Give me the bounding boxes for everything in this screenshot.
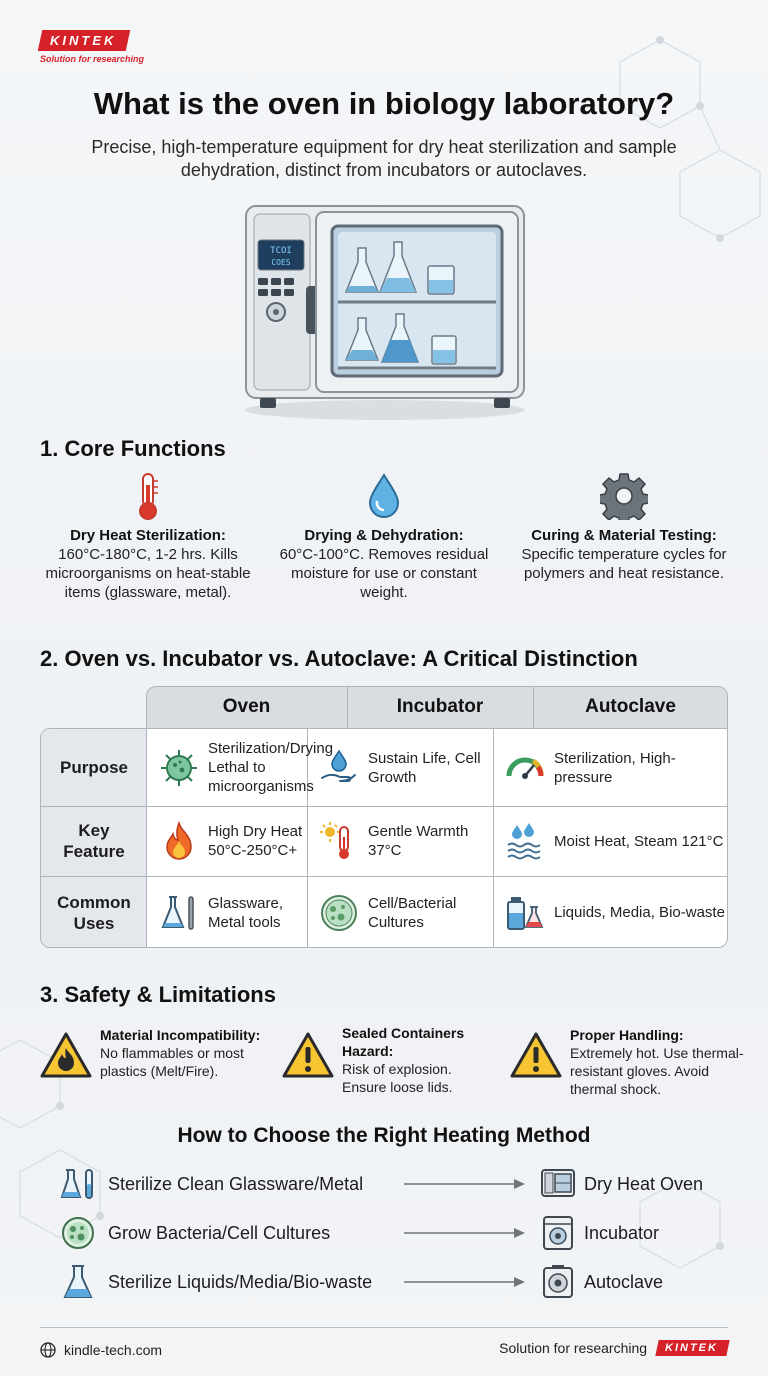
safety-title: Sealed Containers Hazard:: [342, 1025, 465, 1059]
steam-drops-icon: [504, 820, 546, 862]
page-title: What is the oven in biology laboratory?: [93, 86, 675, 121]
choice-row-autoclave: [58, 1262, 728, 1302]
arrow-right-icon: [404, 1227, 526, 1239]
cell-text: Moist Heat, Steam 121°C: [554, 832, 724, 850]
safety-item-material: [40, 1026, 280, 1082]
website-link[interactable]: kindle-tech.com: [64, 1342, 163, 1358]
logo-badge: KINTEK: [38, 30, 131, 51]
table-cell: [308, 876, 493, 948]
cell-text: Glassware, Metal tools: [208, 894, 284, 931]
core-function-curing: [514, 470, 734, 583]
water-drop-icon: [274, 470, 494, 522]
glassware-icon: [158, 892, 200, 934]
incubator-icon: [540, 1215, 576, 1251]
table-cell: [494, 806, 728, 876]
arrow-right-icon: [404, 1178, 526, 1190]
table-cell: [494, 729, 728, 806]
oven-icon: [540, 1166, 576, 1202]
cell-text: Sterilization, High-pressure: [554, 749, 676, 786]
table-body: [40, 728, 728, 948]
comparison-table: [40, 686, 728, 948]
safety-text: No flammables or most plastics (Melt/Fire).: [100, 1045, 244, 1079]
table-cell: [308, 729, 493, 806]
choice-row-incubator: [58, 1213, 728, 1253]
page-subtitle: Precise, high-temperature equipment for dry heat sterilization and sample dehydration, distinct from incubators or autoclaves.: [91, 137, 677, 180]
safety-item-sealed-containers: [282, 1026, 482, 1096]
table-cell: [148, 729, 334, 806]
safety-title: Proper Handling:: [570, 1027, 684, 1043]
microbe-icon: [158, 747, 200, 789]
core-function-title: Drying & Dehydration:: [304, 527, 464, 544]
choice-scenario: Grow Bacteria/Cell Cultures: [108, 1222, 331, 1243]
core-function-title: Dry Heat Sterilization:: [70, 527, 226, 544]
table-cell: [148, 806, 307, 876]
cell-text: Liquids, Media, Bio-waste: [554, 904, 725, 921]
warning-icon: [510, 1030, 562, 1082]
core-function-text: 60°C-100°C. Removes residual moisture for use or constant weight.: [279, 546, 489, 601]
table-cell: [494, 876, 728, 948]
media-bottle-icon: [504, 892, 546, 934]
bacteria-dish-icon: [58, 1213, 98, 1253]
column-header-incubator: Incubator: [396, 696, 484, 717]
cell-text: Cell/Bacterial Cultures: [368, 894, 457, 931]
safety-item-proper-handling: [510, 1026, 746, 1098]
row-header-common-uses: Common Uses: [57, 892, 131, 933]
safety-title: Material Incompatibility:: [100, 1027, 261, 1043]
lab-oven-illustration: [240, 200, 530, 422]
gear-icon: [514, 470, 734, 522]
table-cell: [148, 876, 307, 948]
core-function-text: 160°C-180°C, 1-2 hrs. Kills microorganisms on heat-stable items (glassware, metal).: [45, 546, 251, 601]
petri-dish-icon: [318, 892, 360, 934]
warning-icon: [282, 1030, 334, 1082]
footer-website[interactable]: [40, 1342, 162, 1358]
core-function-text: Specific temperature cycles for polymers and heat resistance.: [521, 546, 727, 582]
thermometer-icon: [38, 470, 258, 522]
flame-icon: [158, 820, 200, 862]
logo-tagline: Solution for researching: [40, 54, 145, 64]
arrow-right-icon: [404, 1276, 526, 1288]
choice-scenario: Sterilize Clean Glassware/Metal: [108, 1173, 364, 1194]
sun-thermometer-icon: [318, 820, 360, 862]
choice-scenario: Sterilize Liquids/Media/Bio-waste: [108, 1271, 373, 1292]
choice-method: Dry Heat Oven: [584, 1173, 704, 1194]
autoclave-icon: [540, 1264, 576, 1300]
row-header-purpose: Purpose: [59, 758, 129, 777]
cell-text: Sustain Life, Cell Growth: [368, 749, 481, 786]
column-header-oven: Oven: [222, 696, 271, 717]
table-cell: [308, 806, 493, 876]
core-function-drying: [274, 470, 494, 602]
svg-text:TCOI: TCOI: [270, 246, 292, 256]
cell-text: Gentle Warmth 37°C: [368, 823, 469, 859]
row-header-key-feature: Key Feature: [63, 821, 125, 861]
pressure-gauge-icon: [504, 747, 546, 789]
safety-heading: 3. Safety & Limitations: [40, 982, 276, 1007]
core-function-title: Curing & Material Testing:: [531, 527, 717, 544]
flask-icon: [58, 1262, 98, 1302]
choose-heading: How to Choose the Right Heating Method: [177, 1124, 591, 1147]
svg-text:COES: COES: [271, 258, 291, 267]
fire-warning-icon: [40, 1030, 92, 1082]
choice-method: Autoclave: [584, 1271, 664, 1292]
cell-text: Sterilization/Drying Lethal to microorganisms: [208, 740, 334, 795]
choice-method: Incubator: [584, 1222, 660, 1243]
comparison-heading: 2. Oven vs. Incubator vs. Autoclave: A Critical Distinction: [40, 646, 638, 671]
footer-logo-badge: KINTEK: [655, 1340, 729, 1356]
hand-drop-icon: [318, 747, 360, 789]
brand-logo: [40, 30, 144, 64]
cell-text: High Dry Heat 50°C-250°C+: [208, 823, 303, 859]
globe-icon: [40, 1342, 56, 1358]
footer-brand: [499, 1340, 728, 1356]
test-tubes-icon: [58, 1164, 98, 1204]
footer-tagline: Solution for researching: [499, 1340, 648, 1356]
footer-divider: [40, 1327, 728, 1328]
safety-text: Extremely hot. Use thermal-resistant gloves. Avoid thermal shock.: [570, 1045, 744, 1097]
core-function-sterilization: [38, 470, 258, 602]
column-header-autoclave: Autoclave: [585, 696, 676, 717]
safety-text: Risk of explosion. Ensure loose lids.: [342, 1061, 453, 1095]
choice-row-oven: [58, 1164, 728, 1204]
core-functions-heading: 1. Core Functions: [40, 436, 226, 461]
